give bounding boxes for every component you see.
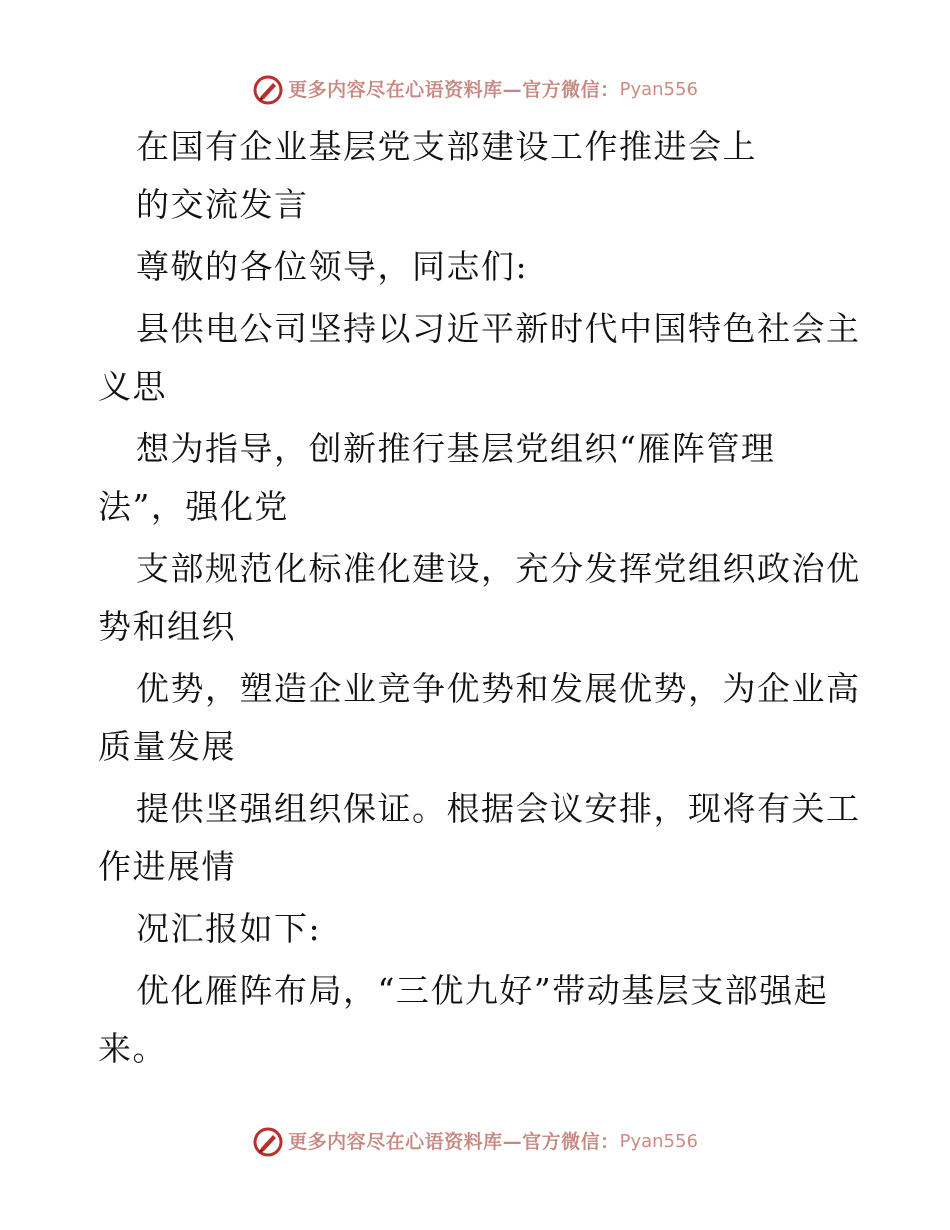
paragraph-line: 况汇报如下: bbox=[136, 909, 322, 948]
paragraph-line: 法”，强化党 bbox=[98, 487, 289, 526]
watermark-text: 更多内容尽在心语资料库—官方微信： bbox=[288, 1131, 620, 1153]
paragraph-line: 县供电公司坚持以习近平新时代中国特色社会主 bbox=[136, 309, 861, 348]
title-line-2: 的交流发言 bbox=[136, 185, 309, 224]
paragraph-line: 势和组织 bbox=[98, 607, 236, 646]
red-circle-pen-logo-icon bbox=[252, 74, 284, 106]
paragraph-line: 质量发展 bbox=[98, 727, 236, 766]
section-heading-end: 来。 bbox=[98, 1029, 167, 1068]
paragraph-line: 想为指导，创新推行基层党组织“雁阵管理 bbox=[136, 429, 776, 468]
watermark-text: 更多内容尽在心语资料库—官方微信： bbox=[288, 79, 620, 101]
watermark-wechat-id: Pyan556 bbox=[619, 1131, 698, 1152]
section-heading: 优化雁阵布局，“三优九好”带动基层支部强起 bbox=[136, 971, 829, 1010]
footer-watermark bbox=[0, 1126, 950, 1156]
red-circle-pen-logo-icon bbox=[252, 1126, 284, 1158]
paragraph-line: 作进展情 bbox=[98, 847, 236, 886]
paragraph-line: 义思 bbox=[98, 367, 167, 406]
paragraph-line: 优势，塑造企业竞争优势和发展优势，为企业高 bbox=[136, 669, 861, 708]
paragraph-line: 支部规范化标准化建设，充分发挥党组织政治优 bbox=[136, 549, 861, 588]
document-body bbox=[98, 118, 868, 1078]
watermark-wechat-id: Pyan556 bbox=[619, 79, 698, 100]
header-watermark bbox=[0, 74, 950, 104]
paragraph-line: 提供坚强组织保证。根据会议安排，现将有关工 bbox=[136, 789, 861, 828]
title-line-1: 在国有企业基层党支部建设工作推进会上 bbox=[136, 127, 757, 166]
salutation: 尊敬的各位领导，同志们: bbox=[136, 247, 529, 286]
